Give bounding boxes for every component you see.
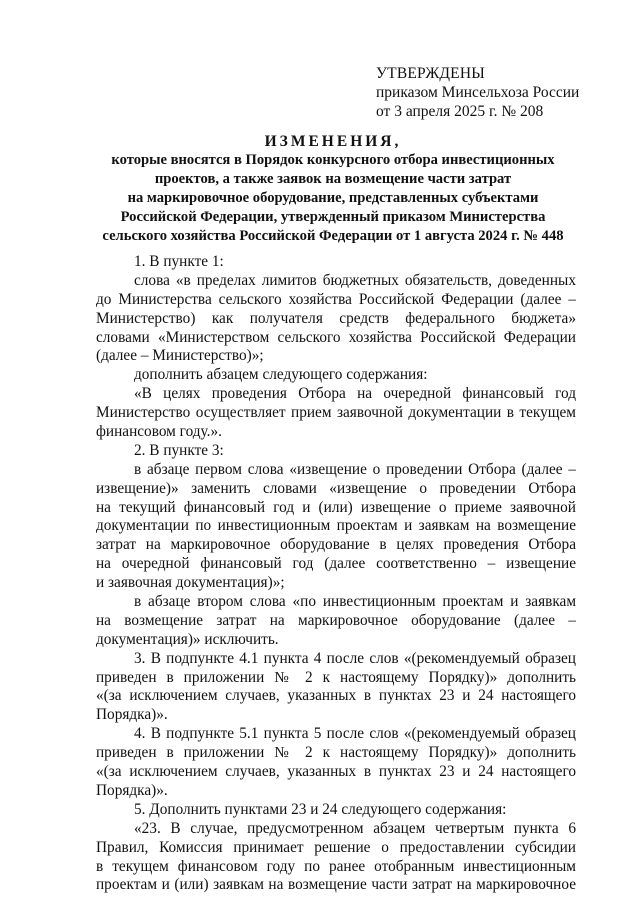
title-line: на маркировочное оборудование, представленных субъектами <box>127 190 539 206</box>
body-line: на возмещение затрат на маркировочное оборудование (далее – <box>96 611 576 629</box>
body-line: 3. В подпункте 4.1 пункта 4 после слов «(рекомендуемый образец <box>134 649 576 667</box>
body-line: 5. Дополнить пунктами 23 и 24 следующего содержания: <box>134 800 507 818</box>
body-line: Порядка)». <box>96 706 168 724</box>
body-line: до Министерства сельского хозяйства Российской Федерации (далее – <box>96 290 576 308</box>
body-line: «23. В случае, предусмотренном абзацем четвертым пункта 6 <box>134 819 576 837</box>
approval-date: от 3 апреля 2025 г. № 208 <box>376 103 544 120</box>
body-line: слова «в пределах лимитов бюджетных обязательств, доведенных <box>134 271 576 289</box>
body-line: «(за исключением случаев, указанных в пунктах 23 и 24 настоящего <box>96 687 576 705</box>
body-line: словами «Министерством сельского хозяйства Российской Федерации <box>96 328 576 346</box>
body-line: «(за исключением случаев, указанных в пунктах 23 и 24 настоящего <box>96 763 576 781</box>
body-line: проектам и (или) заявкам на возмещение части затрат на маркировочное <box>96 876 576 894</box>
body-line: в абзаце первом слова «извещение о проведении Отбора (далее – <box>134 460 576 478</box>
body-line: приведен в приложении № 2 к настоящему Порядку)» дополнить <box>96 668 576 686</box>
body-line: «В целях проведения Отбора на очередной финансовый год <box>134 385 576 403</box>
title-heading: ИЗМЕНЕНИЯ, <box>264 133 402 150</box>
body-line: затрат на маркировочное оборудование в целях проведения Отбора <box>96 536 576 554</box>
title-line: сельского хозяйства Российской Федерации от 1 августа 2024 г. № 448 <box>102 228 564 244</box>
approval-order: приказом Минсельхоза России <box>376 84 580 101</box>
body-line: Порядка)». <box>96 781 168 799</box>
body-line: Министерство осуществляет прием заявочной документации в текущем <box>96 404 576 422</box>
body-line: 2. В пункте 3: <box>134 441 224 459</box>
approval-heading: УТВЕРЖДЕНЫ <box>376 65 485 82</box>
body-line: 1. В пункте 1: <box>134 253 224 270</box>
body-line: дополнить абзацем следующего содержания: <box>134 366 428 384</box>
body-line: в текущем финансовом году по ранее отобранным инвестиционным <box>96 857 576 875</box>
title-line: которые вносятся в Порядок конкурсного отбора инвестиционных <box>111 152 555 168</box>
title-line: Российской Федерации, утвержденный приказом Министерства <box>120 209 546 225</box>
body-line: и заявочная документация)»; <box>96 574 285 592</box>
body-line: 4. В подпункте 5.1 пункта 5 после слов «(рекомендуемый образец <box>134 725 576 743</box>
body-line: извещение)» заменить словами «извещение о проведении Отбора <box>96 479 576 497</box>
body-line: на очередной финансовый год (далее соответственно – извещение <box>96 555 576 573</box>
body-line: (далее – Министерство)»; <box>96 347 264 365</box>
title-line: проектов, а также заявок на возмещение части затрат <box>154 171 512 187</box>
document-body <box>96 253 576 895</box>
body-line: на текущий финансовый год и (или) извещение о приеме заявочной <box>96 498 576 516</box>
body-line: Правил, Комиссия принимает решение о предоставлении субсидии <box>96 838 576 856</box>
body-line: Министерство) как получателя средств федерального бюджета» <box>96 309 576 327</box>
body-line: документация)» исключить. <box>96 630 279 648</box>
body-line: документации по инвестиционным проектам и заявкам на возмещение <box>96 517 576 535</box>
body-line: финансовом году.». <box>96 423 222 441</box>
document-title <box>60 132 606 246</box>
approval-stamp <box>376 64 616 121</box>
body-line: в абзаце втором слова «по инвестиционным проектам и заявкам <box>134 593 576 611</box>
body-line: приведен в приложении № 2 к настоящему Порядку)» дополнить <box>96 744 576 762</box>
